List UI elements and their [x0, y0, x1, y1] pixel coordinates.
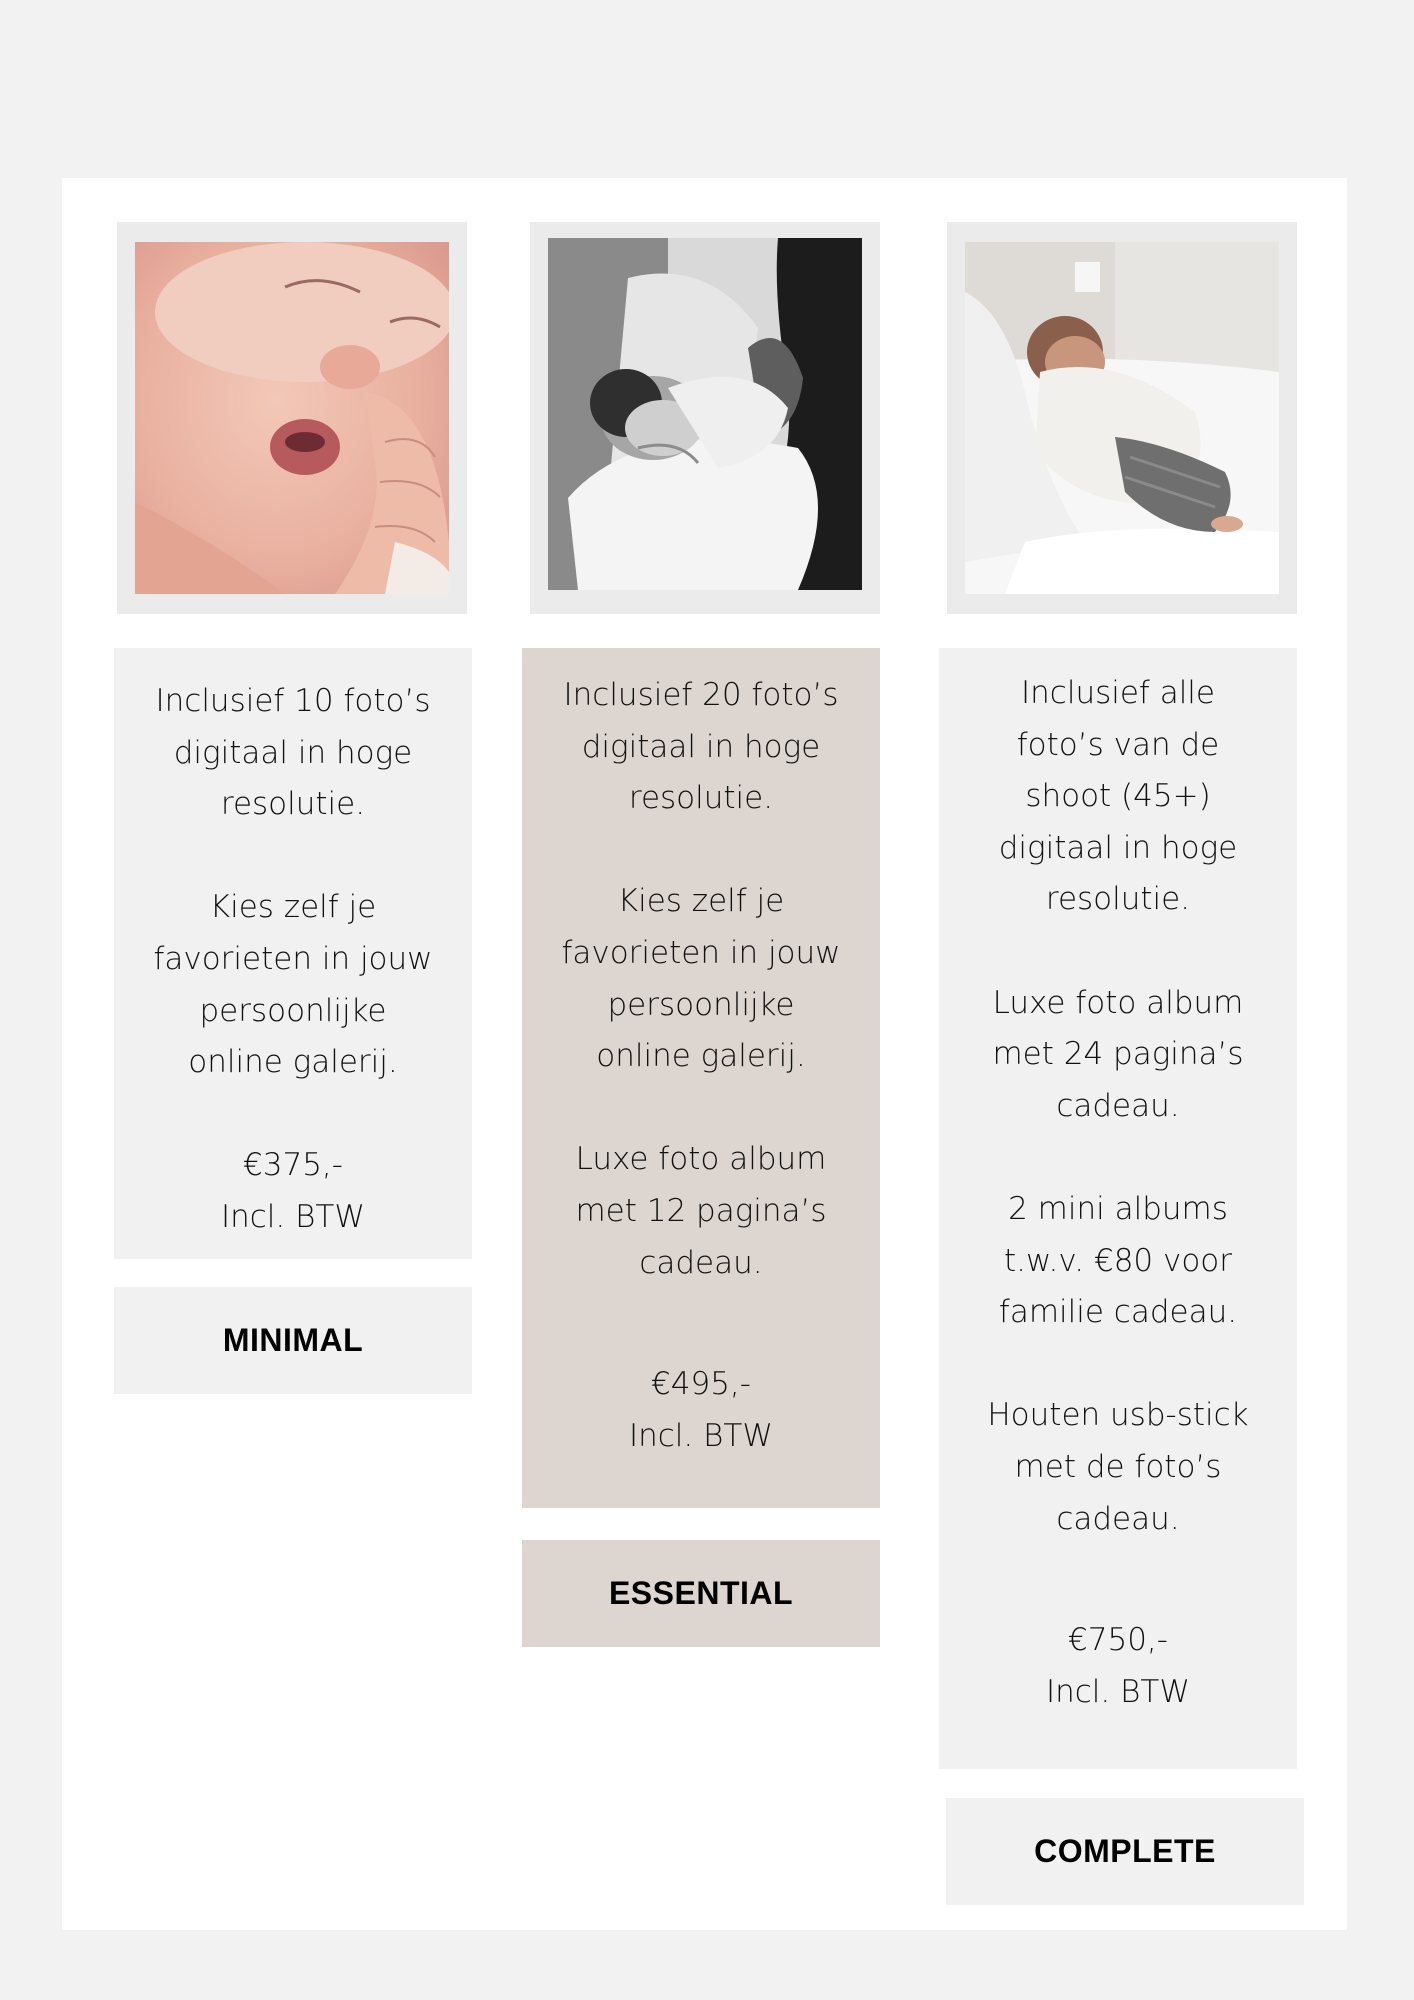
- package-description-minimal: [114, 648, 472, 1259]
- mother-holding-newborn-bw-photo: [548, 238, 862, 590]
- desc-line: online galerij.: [188, 1044, 398, 1081]
- desc-line: Houten usb-stick: [987, 1397, 1249, 1434]
- package-price: €750,-: [1068, 1622, 1168, 1659]
- plan-name-complete[interactable]: COMPLETE: [946, 1798, 1304, 1905]
- photo-frame-essential: [530, 222, 880, 614]
- package-price: €375,-: [243, 1147, 343, 1184]
- desc-line: Luxe foto album: [992, 984, 1244, 1021]
- package-price: €495,-: [651, 1366, 751, 1403]
- plan-name-minimal[interactable]: MINIMAL: [114, 1287, 472, 1394]
- desc-line: Kies zelf je: [209, 889, 377, 926]
- desc-line: digitaal in hoge: [998, 829, 1238, 866]
- package-tax-note: Incl. BTW: [220, 1198, 366, 1235]
- desc-line: shoot (45+): [1025, 778, 1211, 815]
- desc-line: favorieten in jouw: [153, 940, 433, 977]
- desc-line: digitaal in hoge: [173, 734, 413, 771]
- desc-line: resolutie.: [220, 786, 366, 823]
- desc-line: favorieten in jouw: [561, 934, 841, 971]
- desc-line: resolutie.: [628, 780, 774, 817]
- desc-line: persoonlijke: [199, 992, 387, 1029]
- desc-line: resolutie.: [1045, 881, 1191, 918]
- desc-line: t.w.v. €80 voor: [1003, 1242, 1233, 1279]
- baby-on-bed-photo: [965, 242, 1279, 594]
- desc-line: met 24 pagina’s: [992, 1036, 1244, 1073]
- package-tax-note: Incl. BTW: [628, 1417, 774, 1454]
- package-tax-note: Incl. BTW: [1045, 1673, 1191, 1710]
- desc-line: met 12 pagina’s: [575, 1192, 827, 1229]
- photo-frame-minimal: [117, 222, 467, 614]
- desc-line: digitaal in hoge: [581, 728, 821, 765]
- desc-line: 2 mini albums: [1008, 1190, 1228, 1227]
- desc-line: foto’s van de: [1016, 726, 1220, 763]
- desc-line: online galerij.: [596, 1038, 806, 1075]
- desc-line: cadeau.: [1056, 1500, 1180, 1537]
- package-description-complete: [939, 648, 1297, 1769]
- desc-line: cadeau.: [639, 1244, 763, 1281]
- desc-line: Inclusief 10 foto’s: [155, 683, 431, 719]
- sleeping-newborn-closeup-photo: [135, 242, 449, 594]
- desc-line: Kies zelf je: [617, 883, 785, 920]
- package-description-essential: [522, 648, 880, 1508]
- desc-line: met de foto’s: [1014, 1448, 1222, 1485]
- desc-line: Luxe foto album: [575, 1141, 827, 1178]
- desc-line: familie cadeau.: [998, 1294, 1238, 1331]
- photo-frame-complete: [947, 222, 1297, 614]
- desc-line: Inclusief 20 foto’s: [563, 677, 839, 713]
- desc-line: cadeau.: [1056, 1087, 1180, 1124]
- desc-line: persoonlijke: [607, 986, 795, 1023]
- desc-line: Inclusief alle: [1021, 675, 1215, 711]
- plan-name-essential[interactable]: ESSENTIAL: [522, 1540, 880, 1647]
